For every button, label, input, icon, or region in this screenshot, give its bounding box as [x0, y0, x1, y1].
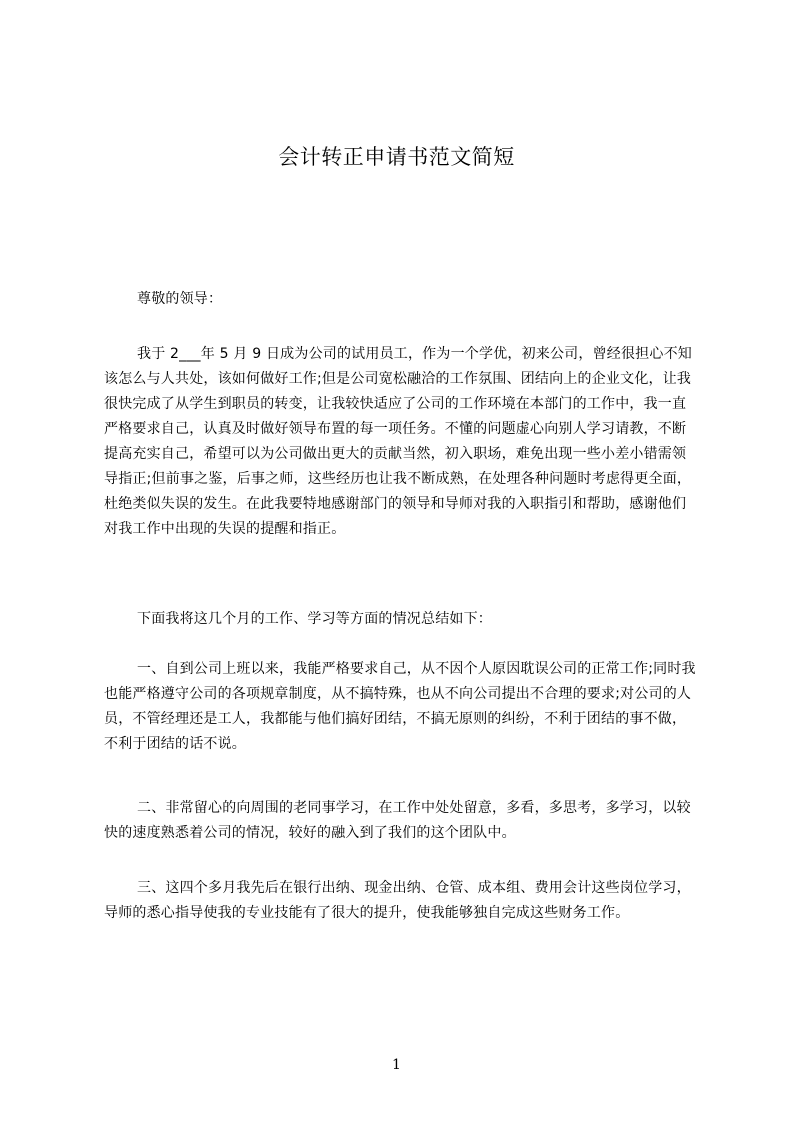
salutation — [104, 287, 698, 312]
paragraph-text: 一、自到公司上班以来，我能严格要求自己，从不因个人原因耽误公司的正常工作;同时我也能严格遵守公司的各项规章制度，从不搞特殊，也从不向公司提出不合理的要求;对公司的人员，不管经理还是工人，我都能与他们搞好团结，不搞无原则的纠纷，不利于团结的事不做，不利于团结的话不说。 — [104, 661, 696, 752]
page-number: 1 — [392, 1057, 401, 1073]
paragraph-text: 下面我将这几个月的工作、学习等方面的情况总结如下： — [137, 611, 492, 627]
paragraph-text: 三、这四个多月我先后在银行出纳、现金出纳、仓管、成本组、费用会计这些岗位学习，导师的悉心指导使我的专业技能有了很大的提升，使我能够独自完成这些财务工作。 — [104, 880, 691, 921]
paragraph-intro — [104, 342, 698, 542]
paragraph-text: 二、非常留心的向周围的老同事学习，在工作中处处留意，多看，多思考，多学习，以较快的速度熟悉着公司的情况，较好的融入到了我们的这个团队中。 — [104, 800, 691, 841]
paragraph-point-two — [104, 796, 698, 846]
paragraph-text: 我于 2___年 5 月 9 日成为公司的试用员工，作为一个学优，初来公司，曾经很担心不知该怎么与人共处，该如何做好工作;但是公司宽松融洽的工作氛围、团结向上的企业文化，让我很快完成了从学生到职员的转变，让我较快适应了公司的工作环境在本部门的工作中，我一直严格要求自己，认真及时做好领导布置的每一项任务。不懂的问题虚心向别人学习请教，不断提高充实自己，希望可以为公司做出更大的贡献当然，初入职场，难免出现一些小差小错需领导指正;但前事之鉴，后事之师，这些经历也让我不断成熟，在处理各种问题时考虑得更全面，杜绝类似失误的发生。在此我要特地感谢部门的领导和导师对我的入职指引和帮助，感谢他们对我工作中出现的失误的提醒和指正。 — [104, 346, 692, 537]
document-title: 会计转正申请书范文简短 — [278, 145, 515, 169]
salutation-text: 尊敬的领导： — [137, 291, 223, 307]
paragraph-point-one — [104, 657, 698, 757]
paragraph-point-three — [104, 876, 698, 926]
paragraph-summary-intro — [104, 607, 698, 632]
